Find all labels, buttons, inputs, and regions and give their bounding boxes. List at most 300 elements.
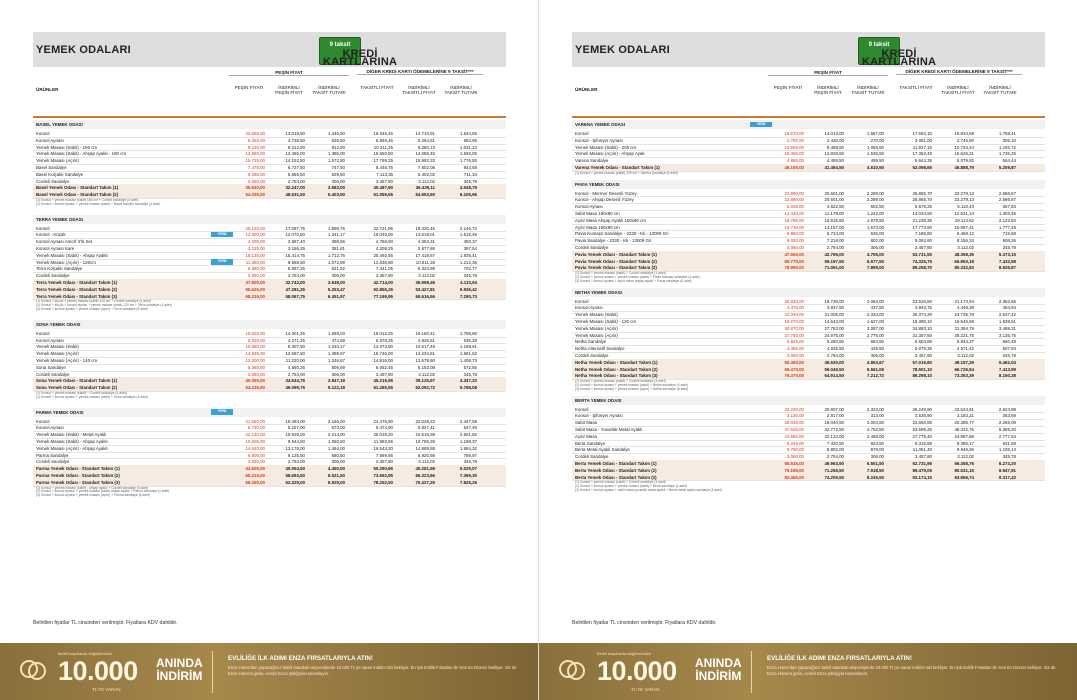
price-cell: 20.601,00	[824, 197, 844, 203]
price-cell: 5.079,92	[956, 158, 974, 164]
price-cell: 1.581,62	[459, 351, 477, 357]
price-cell: 1.242,00	[866, 210, 884, 216]
price-cell: 584,50	[870, 339, 884, 345]
price-cell: 4.738,50	[287, 137, 305, 143]
price-cell: 621,92	[331, 266, 345, 272]
price-cell: 2.754,00	[287, 371, 305, 377]
price-cell: 1.408,73	[459, 357, 477, 363]
price-cell: 680,50	[331, 452, 345, 458]
table-header	[33, 69, 506, 115]
price-cell: 5.373,15	[998, 251, 1016, 257]
price-cell: 73.353,39	[954, 373, 974, 379]
price-cell: 65.616,56	[415, 293, 435, 299]
price-cell: 345,78	[463, 273, 477, 279]
price-cell: 2.817,00	[826, 413, 844, 419]
product-name: Basel Kolçaklı Sandalye	[36, 171, 84, 177]
price-cell: 53.699,25	[912, 426, 932, 432]
price-cell: 22.721,95	[373, 225, 393, 231]
price-cell: 93.174,15	[912, 474, 932, 480]
price-cell: 768,97	[463, 452, 477, 458]
price-cell: 49.963,50	[824, 460, 844, 466]
price-cell: 24.975,00	[824, 332, 844, 338]
price-cell: 14.152,50	[285, 158, 305, 164]
product-name: Cordeli Sandalye	[36, 371, 70, 377]
page-title: YEMEK ODALARI	[36, 44, 131, 56]
header-col-line: TAKSİT TUTARI	[444, 90, 478, 96]
price-cell: 4.450,50	[327, 466, 345, 472]
price-cell: 40.055,00	[245, 378, 265, 384]
header-col	[229, 85, 269, 90]
price-cell: 4.755,00	[866, 251, 884, 257]
price-cell: 4.522,50	[826, 204, 844, 210]
header-col	[938, 85, 978, 95]
price-cell: 3.112,02	[418, 273, 435, 279]
price-cell: 4.995,00	[786, 158, 804, 164]
header-col	[848, 85, 888, 95]
price-cell: 11.983,65	[373, 438, 393, 444]
price-cell: 26.374,20	[912, 312, 932, 318]
price-cell: 23.279,13	[954, 197, 974, 203]
product-name: Cordeli Sandalye	[575, 352, 609, 358]
price-cell: 1.515,45	[459, 232, 477, 238]
product-name: Yemek Masası (Sabit) - 205 cm	[575, 144, 637, 150]
price-cell: 80.531,15	[954, 467, 974, 473]
price-cell: 64.914,50	[824, 373, 844, 379]
price-cell: 6.580,00	[247, 266, 265, 272]
price-cell: 27.775,40	[912, 433, 932, 439]
price-cell: 2.430,00	[826, 137, 844, 143]
product-name: Konsol - Mermer Desenli Yüzey	[575, 190, 637, 196]
price-cell: 1.055,50	[866, 144, 884, 150]
price-cell: 22.890,00	[784, 190, 804, 196]
price-cell: 7.413,99	[998, 366, 1016, 372]
price-cell: 86.298,10	[912, 373, 932, 379]
price-cell: 10.785,29	[415, 438, 435, 444]
price-cell: 4.045,50	[826, 346, 844, 352]
badge-line2: KREDİ KARTLARINA	[862, 48, 937, 68]
price-cell: 3.125,00	[247, 245, 265, 251]
price-cell: 48.631,50	[285, 192, 305, 198]
price-cell: 40.487,90	[373, 185, 393, 191]
product-name: Sabit Masa - Yuvarlak Metal Ayaklı	[575, 426, 643, 432]
product-name: Basel Sandalye	[36, 165, 67, 170]
price-cell: 2.289,00	[866, 190, 884, 196]
price-cell: 802,00	[870, 238, 884, 244]
price-cell: 711,34	[463, 171, 477, 177]
page-right	[539, 0, 1077, 700]
price-cell: 11.927,15	[912, 144, 932, 150]
section-note: (1) Konsol + küçük + yemek masası (sabit) 120 cm + Cordeli sandalye (4 adet)	[36, 299, 151, 304]
price-cell: 8.212,50	[287, 144, 305, 150]
price-cell: 23.340,00	[784, 312, 804, 318]
header-col-line: İNDİRİMLİ	[857, 85, 879, 90]
price-cell: 9.125,00	[247, 144, 265, 150]
price-cell: 1.634,55	[459, 131, 477, 136]
price-cell: 89.479,05	[912, 467, 932, 473]
price-cell: 4.495,50	[826, 158, 844, 164]
price-cell: 8.446,75	[375, 165, 393, 170]
product-section	[33, 215, 506, 312]
price-cell: 9.317,42	[998, 474, 1016, 480]
price-cell: 3.060,00	[247, 371, 265, 377]
price-cell: 8.947,91	[998, 467, 1016, 473]
badge-line2: KREDİ KARTLARINA	[323, 48, 398, 68]
price-cell: 3.457,80	[375, 273, 393, 279]
price-cell: 5.551,50	[866, 460, 884, 466]
price-cell: 23.230,00	[784, 406, 804, 412]
price-cell: 506,69	[331, 364, 345, 370]
price-cell: 2.637,42	[998, 312, 1016, 318]
price-cell: 55.625,00	[245, 286, 265, 292]
price-cell: 2.214,00	[327, 432, 345, 438]
price-cell: 76.370,00	[784, 373, 804, 379]
section-note: (2) Konsol + konsol aynası + yemek masası (sabit) + Netha sandalye (4 adet)	[575, 382, 688, 387]
price-cell: 629,50	[331, 171, 345, 177]
section-note: (2) Konsol + konsol aynası + yemek masası (sabit) + Sona sandalye (4 adet)	[36, 394, 148, 399]
price-cell: 15.365,00	[784, 151, 804, 157]
price-cell: 19.494,00	[285, 418, 305, 424]
header-col-line: PEŞİN FİYAT	[275, 90, 303, 96]
price-cell: 24.580,00	[784, 433, 804, 439]
header-col	[896, 85, 936, 90]
price-cell: 40.054,50	[285, 466, 305, 472]
price-cell: 14.643,00	[824, 318, 844, 324]
section-header	[572, 396, 1045, 405]
product-name: Terra Yemek Odası - Standart Takım (3)	[36, 293, 118, 299]
price-cell: 22.890,00	[784, 197, 804, 203]
price-cell: 3.051,00	[914, 137, 932, 143]
product-name: Konsol Aynası Amorf 4'lü Set	[36, 239, 93, 245]
price-cell: 4.449,38	[956, 305, 974, 311]
price-cell: 4.200,00	[247, 239, 265, 245]
product-name: Sona Yemek Odası - Standart Takım (2)	[36, 385, 118, 391]
price-cell: 1.060,50	[327, 438, 345, 444]
price-cell: 4.560,25	[287, 364, 305, 370]
price-cell: 11.178,00	[824, 210, 844, 216]
price-cell: 2.745,90	[956, 137, 974, 143]
price-cell: 23.279,13	[954, 190, 974, 196]
price-cell: 74.209,50	[824, 474, 844, 480]
product-name: Konsol	[36, 418, 50, 424]
product-name: Yemek Masası (Açılır)	[575, 332, 618, 338]
product-name: Konsol - Ahşap Desenli Yüzey	[575, 197, 634, 203]
price-cell: 7.825,25	[459, 479, 477, 485]
price-cell: 70.427,25	[415, 479, 435, 485]
price-cell: 3.060,00	[786, 454, 804, 460]
product-name: Parma Yemek Odası - Standart Takım (3)	[36, 479, 120, 485]
price-cell: 19.320,46	[415, 225, 435, 231]
price-cell: 20.907,00	[824, 406, 844, 412]
price-cell: 47.525,00	[784, 426, 804, 432]
ring-icon	[567, 662, 585, 680]
price-cell: 2.586,57	[998, 190, 1016, 196]
price-cell: 1.572,50	[327, 158, 345, 164]
price-cell: 39.125,97	[415, 378, 435, 384]
price-cell: 12.631,14	[954, 210, 974, 216]
price-cell: 1.879,50	[866, 217, 884, 223]
product-name: Varena Yemek Odası - Standart Takım (1)	[575, 165, 660, 170]
price-cell: 6.577,50	[866, 258, 884, 264]
price-cell: 7.369,30	[459, 472, 477, 478]
price-cell: 52.098,65	[912, 165, 932, 170]
price-cell: 35.830,00	[245, 185, 265, 191]
price-cell: 8.245,50	[866, 474, 884, 480]
header-col	[399, 85, 439, 95]
price-cell: 270,00	[870, 137, 884, 143]
header-col-line: İNDİRİMLİ	[989, 85, 1011, 90]
price-cell: 306,00	[331, 371, 345, 377]
price-cell: 15.570,00	[784, 131, 804, 136]
price-cell: 80.332,83	[954, 265, 974, 271]
price-cell: 306,00	[870, 454, 884, 460]
yeni-badge: YENİ	[750, 122, 772, 128]
price-cell: 42.772,50	[824, 426, 844, 432]
price-cell: 1.557,00	[866, 131, 884, 136]
page-left	[0, 0, 538, 700]
price-cell: 15.414,75	[285, 252, 305, 258]
price-cell: 718,68	[1002, 231, 1016, 237]
price-cell: 13.850,00	[245, 151, 265, 157]
banner-amount: 10.000	[597, 656, 677, 686]
banner-headline: EVLİLİĞE İLK ADIMI ENZA FIRSATLARIYLA ATIN!	[767, 655, 912, 662]
banner-body: Enza Home'dan yapacağınız belirli tutardaki alışverişlerde 10.000 TL'ye varan indirim sizi bekliyor. En Şık Evlilik Fırsatları ile Yeni Ev Düzeni bekliyor. Siz de Enza Home'a gelin, evinizi Enza şıklığıyla tamamlayın.	[228, 665, 517, 676]
product-name: Pavia Kumaşlı Sandalye - 2230 - Kk - 13009 Gri	[575, 231, 669, 237]
header-col-line: PEŞİN FİYAT	[814, 90, 842, 96]
price-cell: 6.860,00	[786, 231, 804, 237]
section-header	[33, 320, 506, 329]
price-cell: 3.457,80	[914, 244, 932, 250]
price-cell: 7.212,72	[866, 373, 884, 379]
price-cell: 4.768,60	[375, 239, 393, 245]
price-cell: 747,50	[331, 165, 345, 170]
product-name: Konsol - Şifonyer Aynası	[575, 413, 623, 419]
price-cell: 13.828,50	[824, 151, 844, 157]
price-cell: 7.441,05	[375, 266, 393, 272]
price-cell: 3.457,80	[375, 371, 393, 377]
price-cell: 11.051,40	[912, 447, 932, 453]
price-cell: 48.358,35	[954, 251, 974, 257]
price-cell: 564,44	[1002, 158, 1016, 164]
price-cell: 3.060,00	[247, 459, 265, 465]
price-cell: 502,50	[870, 204, 884, 210]
price-cell: 5.644,35	[914, 158, 932, 164]
header-col-line: İNDİRİMLİ	[817, 85, 839, 90]
price-cell: 14.085,45	[415, 151, 435, 157]
price-cell: 19.926,00	[285, 432, 305, 438]
price-cell: 6.062,45	[375, 364, 393, 370]
price-cell: 49.157,29	[954, 359, 974, 365]
price-cell: 14.888,88	[415, 445, 435, 451]
price-cell: 9.280,13	[417, 144, 435, 150]
price-cell: 2.289,00	[866, 197, 884, 203]
price-cell: 1.031,13	[459, 144, 477, 150]
price-cell: 6.920,69	[417, 452, 435, 458]
price-cell: 27.750,00	[784, 332, 804, 338]
price-cell: 47.550,00	[784, 251, 804, 257]
price-cell: 78.990,00	[784, 265, 804, 271]
price-cell: 82.455,00	[784, 474, 804, 480]
price-cell: 26.249,90	[912, 406, 932, 412]
price-cell: 23.526,60	[912, 298, 932, 304]
price-cell: 1.034,17	[327, 344, 345, 350]
price-cell: 8.150,38	[998, 373, 1016, 379]
price-cell: 31.394,79	[954, 325, 974, 331]
price-cell: 53.731,50	[912, 251, 932, 257]
product-name: Yemek Masası (Sabit) - Ahşap Ayaklı	[36, 252, 108, 258]
price-cell: 6.402,02	[417, 171, 435, 177]
price-cell: 5.369,20	[998, 426, 1016, 432]
price-cell: 636,00	[870, 231, 884, 237]
price-cell: 89.258,70	[912, 265, 932, 271]
section-header	[33, 215, 506, 224]
price-cell: 55.515,00	[784, 460, 804, 466]
product-name: Konsol - Şifonyer Aynası	[575, 137, 623, 143]
price-cell: 16.046,00	[373, 232, 393, 238]
price-cell: 16.825,00	[245, 330, 265, 336]
price-cell: 65.775,00	[784, 258, 804, 264]
price-cell: 3.488,31	[998, 325, 1016, 331]
price-cell: 56.458,76	[954, 460, 974, 466]
price-cell: 36.439,11	[415, 185, 435, 191]
product-section	[33, 320, 506, 400]
product-name: Yemek Masası (Sabit) - Metal Ayaklı	[36, 432, 107, 438]
price-cell: 3.112,02	[957, 352, 974, 358]
price-cell: 10.311,25	[373, 144, 393, 150]
price-cell: 4.495,00	[786, 346, 804, 352]
price-cell: 1.627,00	[866, 318, 884, 324]
price-cell: 42.714,00	[373, 279, 393, 285]
price-cell: 7.186,80	[914, 231, 932, 237]
product-name: Berta Yemek Odası - Standart Takım (2)	[575, 467, 657, 473]
product-name: Yemek Masası (Sabit) - 160 cm	[36, 144, 98, 150]
price-cell: 42.795,00	[824, 251, 844, 257]
price-cell: 13.619,01	[415, 232, 435, 238]
price-cell: 1.573,00	[866, 224, 884, 230]
price-cell: 5.209,87	[998, 165, 1016, 170]
product-name: Sona Yemek Odası - Standart Takım (1)	[36, 378, 118, 384]
price-cell: 1.654,32	[459, 445, 477, 451]
section-header	[572, 180, 1045, 189]
header-col-line: TAKSİTLİ FİYAT	[941, 90, 975, 96]
price-cell: 6.324,89	[417, 266, 435, 272]
product-name: Varena Sandalye	[575, 158, 609, 164]
price-cell: 18.135,00	[245, 252, 265, 258]
price-cell: 6.604,85	[914, 339, 932, 345]
product-name: Netha Alternatif Sandalye	[575, 346, 625, 352]
price-cell: 59.049,50	[824, 366, 844, 372]
price-cell: 3.183,21	[956, 413, 974, 419]
price-cell: 2.777,54	[998, 433, 1016, 439]
price-cell: 9.307,50	[287, 344, 305, 350]
header-col-line: PEŞİN FİYATI	[234, 85, 264, 90]
price-cell: 6.295,00	[247, 171, 265, 177]
price-cell: 906,26	[1002, 238, 1016, 244]
section-title: BASEL YEMEK ODASI	[36, 122, 83, 127]
price-cell: 18.795,00	[784, 217, 804, 223]
price-cell: 9.316,85	[914, 440, 932, 446]
price-cell: 48.322,75	[954, 426, 974, 432]
price-cell: 573,00	[331, 425, 345, 431]
price-sheet-right	[572, 32, 1045, 632]
product-name: Terra Yemek Odası - Standart Takım (1)	[36, 279, 118, 285]
price-cell: 437,50	[870, 305, 884, 311]
product-name: Yemek Masası (Sabit)	[575, 312, 618, 318]
price-cell: 7.689,65	[375, 452, 393, 458]
header-col-line: İNDİRİMLİ	[947, 85, 969, 90]
price-cell: 5.730,00	[247, 425, 265, 431]
price-cell: 78.252,50	[373, 479, 393, 485]
section-note: (1) Konsol + yemek masası (sabit) + Cordeli sandalye (4 adet)	[575, 480, 666, 485]
price-cell: 6.468,12	[956, 231, 974, 237]
section-title-bar	[572, 32, 1045, 67]
price-cell: 1.403,46	[998, 210, 1016, 216]
price-cell: 6.125,50	[287, 452, 305, 458]
table-header	[572, 69, 1045, 115]
price-cell: 25.865,70	[912, 190, 932, 196]
price-cell: 41.494,50	[824, 165, 844, 170]
price-cell: 68.315,00	[245, 293, 265, 299]
banner-aninda: ANINDA İNDİRİM	[156, 656, 203, 683]
price-cell: 16.915,50	[824, 217, 844, 223]
price-cell: 1.712,75	[327, 252, 345, 258]
price-cell: 3.130,00	[786, 413, 804, 419]
product-name: Açılır Masa	[575, 433, 597, 439]
price-cell: 1.198,37	[459, 438, 477, 444]
price-cell: 1.246,67	[327, 357, 345, 363]
price-cell: 23.736,78	[954, 312, 974, 318]
price-cell: 3.638,00	[327, 279, 345, 285]
price-cell: 2.586,57	[998, 197, 1016, 203]
price-cell: 10.950,00	[245, 344, 265, 350]
price-cell: 20.492,55	[373, 252, 393, 258]
price-cell: 1.838,51	[998, 318, 1016, 324]
price-cell: 8.245,00	[786, 440, 804, 446]
price-cell: 18.738,00	[824, 298, 844, 304]
price-cell: 1.168,61	[459, 344, 477, 350]
price-cell: 5.665,50	[287, 171, 305, 177]
product-section	[572, 288, 1045, 392]
product-section	[572, 396, 1045, 493]
product-name: Konsol Aynası	[575, 305, 603, 311]
price-cell: 2.754,00	[826, 352, 844, 358]
price-cell: 17.418,67	[415, 252, 435, 258]
price-cell: 2.501,82	[459, 432, 477, 438]
product-name: Terra Yemek Odası - Standart Takım (2)	[36, 286, 118, 292]
price-cell: 2.624,99	[998, 406, 1016, 412]
product-name: Berta Yemek Odası - Standart Takım (1)	[575, 460, 657, 466]
price-cell: 1.464,00	[327, 445, 345, 451]
price-cell: 10.734,44	[954, 144, 974, 150]
price-cell: 5.944,37	[956, 339, 974, 345]
price-cell: 2.700,00	[786, 137, 804, 143]
product-name: Cordeli Sandalye	[36, 178, 70, 184]
price-cell: 450,37	[463, 239, 477, 245]
price-cell: 474,58	[331, 337, 345, 343]
banner-small-text: Belirli koşullarda düğünlerinize	[58, 651, 113, 656]
price-cell: 25.018,20	[373, 432, 393, 438]
price-cell: 824,50	[870, 440, 884, 446]
section-note: (1) Konsol + yemek masası (sabit) - ahşap ayaklı + Cordeli sandalye (4 adet)	[36, 485, 149, 490]
price-cell: 34.634,75	[285, 378, 305, 384]
price-cell: 47.281,25	[285, 286, 305, 292]
product-name: Açılır Masa Ahşap Ayaklı 160x90 cm	[575, 217, 646, 223]
section-title: PARMA YEMEK ODASI	[36, 409, 84, 415]
price-cell: 22.140,00	[245, 432, 265, 438]
promo-banner	[539, 643, 1077, 700]
price-cell: 65.215,00	[245, 472, 265, 478]
price-cell: 21.173,94	[954, 298, 974, 304]
product-name: Sabit Masa	[575, 420, 597, 426]
